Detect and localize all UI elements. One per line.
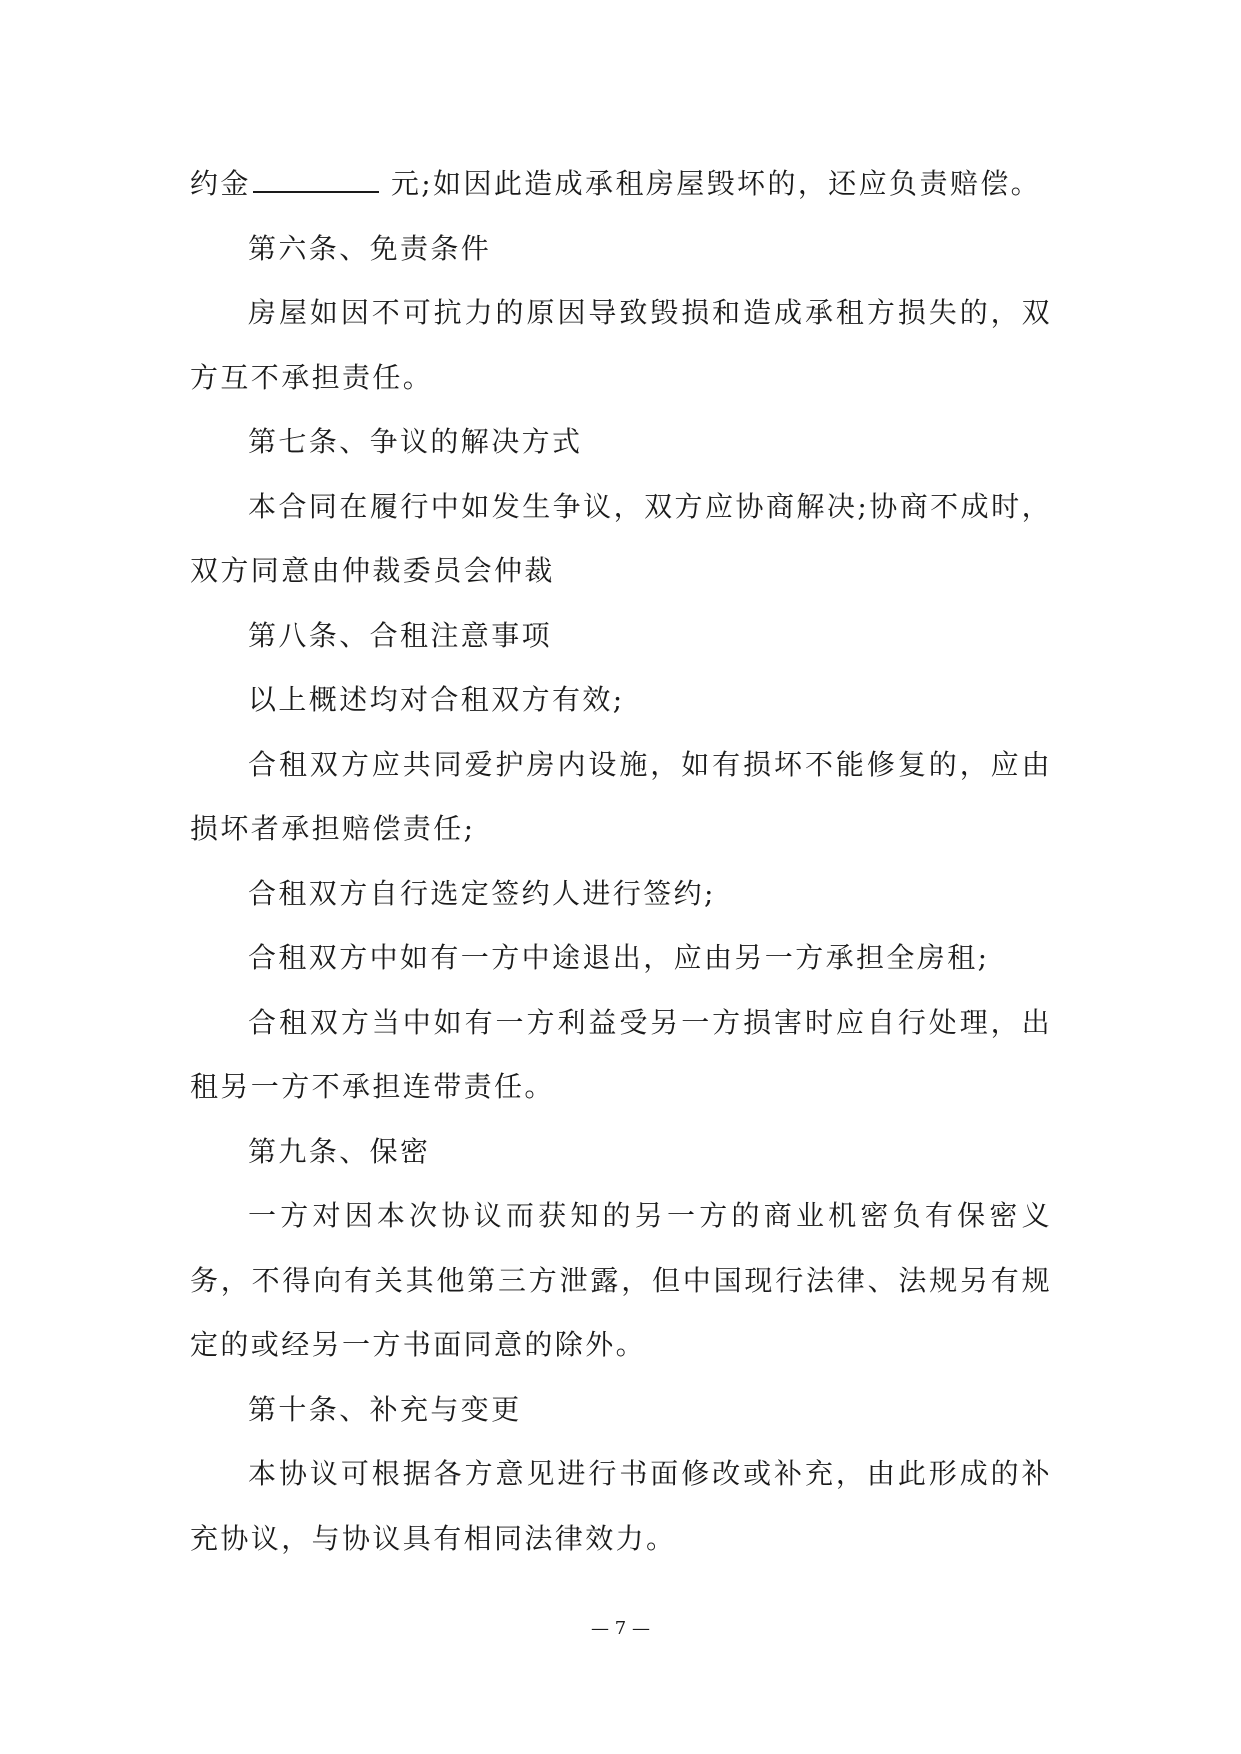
paragraph-text: 元;如因此造成承租房屋毁坏的，还应负责赔偿。 [390, 167, 1042, 200]
paragraph-roommate-note-3: 合租双方自行选定签约人进行签约; [248, 876, 716, 910]
document-body [190, 152, 1052, 1571]
article-heading-10: 第十条、补充与变更 [248, 1392, 522, 1426]
paragraph-dispute-resolution: 本合同在履行中如发生争议，双方应协商解决;协商不成时，双方同意由仲裁委员会仲裁 [190, 489, 1052, 587]
article-heading-8: 第八条、合租注意事项 [248, 618, 553, 652]
fill-in-blank [253, 167, 379, 193]
page-number: — 7 — [591, 1618, 650, 1639]
article-heading-9: 第九条、保密 [248, 1134, 431, 1168]
paragraph-roommate-note-5: 合租双方当中如有一方利益受另一方损害时应自行处理，出租另一方不承担连带责任。 [190, 1005, 1052, 1103]
paragraph-amendment: 本协议可根据各方意见进行书面修改或补充，由此形成的补充协议，与协议具有相同法律效力。 [190, 1457, 1052, 1555]
paragraph-text: 约金 [190, 167, 251, 200]
paragraph-roommate-note-1: 以上概述均对合租双方有效; [248, 683, 625, 716]
paragraph-roommate-note-4: 合租双方中如有一方中途退出，应由另一方承担全房租; [248, 941, 990, 974]
article-heading-7: 第七条、争议的解决方式 [248, 425, 583, 458]
paragraph-force-majeure: 房屋如因不可抗力的原因导致毁损和造成承租方损失的，双方互不承担责任。 [190, 296, 1052, 394]
paragraph-penalty-continuation [190, 152, 1052, 217]
article-heading-6: 第六条、免责条件 [248, 231, 492, 265]
paragraph-roommate-note-2: 合租双方应共同爱护房内设施，如有损坏不能修复的，应由损坏者承担赔偿责任; [190, 747, 1052, 845]
paragraph-confidentiality: 一方对因本次协议而获知的另一方的商业机密负有保密义务，不得向有关其他第三方泄露，但中国现行法律、法规另有规定的或经另一方书面同意的除外。 [190, 1199, 1052, 1361]
